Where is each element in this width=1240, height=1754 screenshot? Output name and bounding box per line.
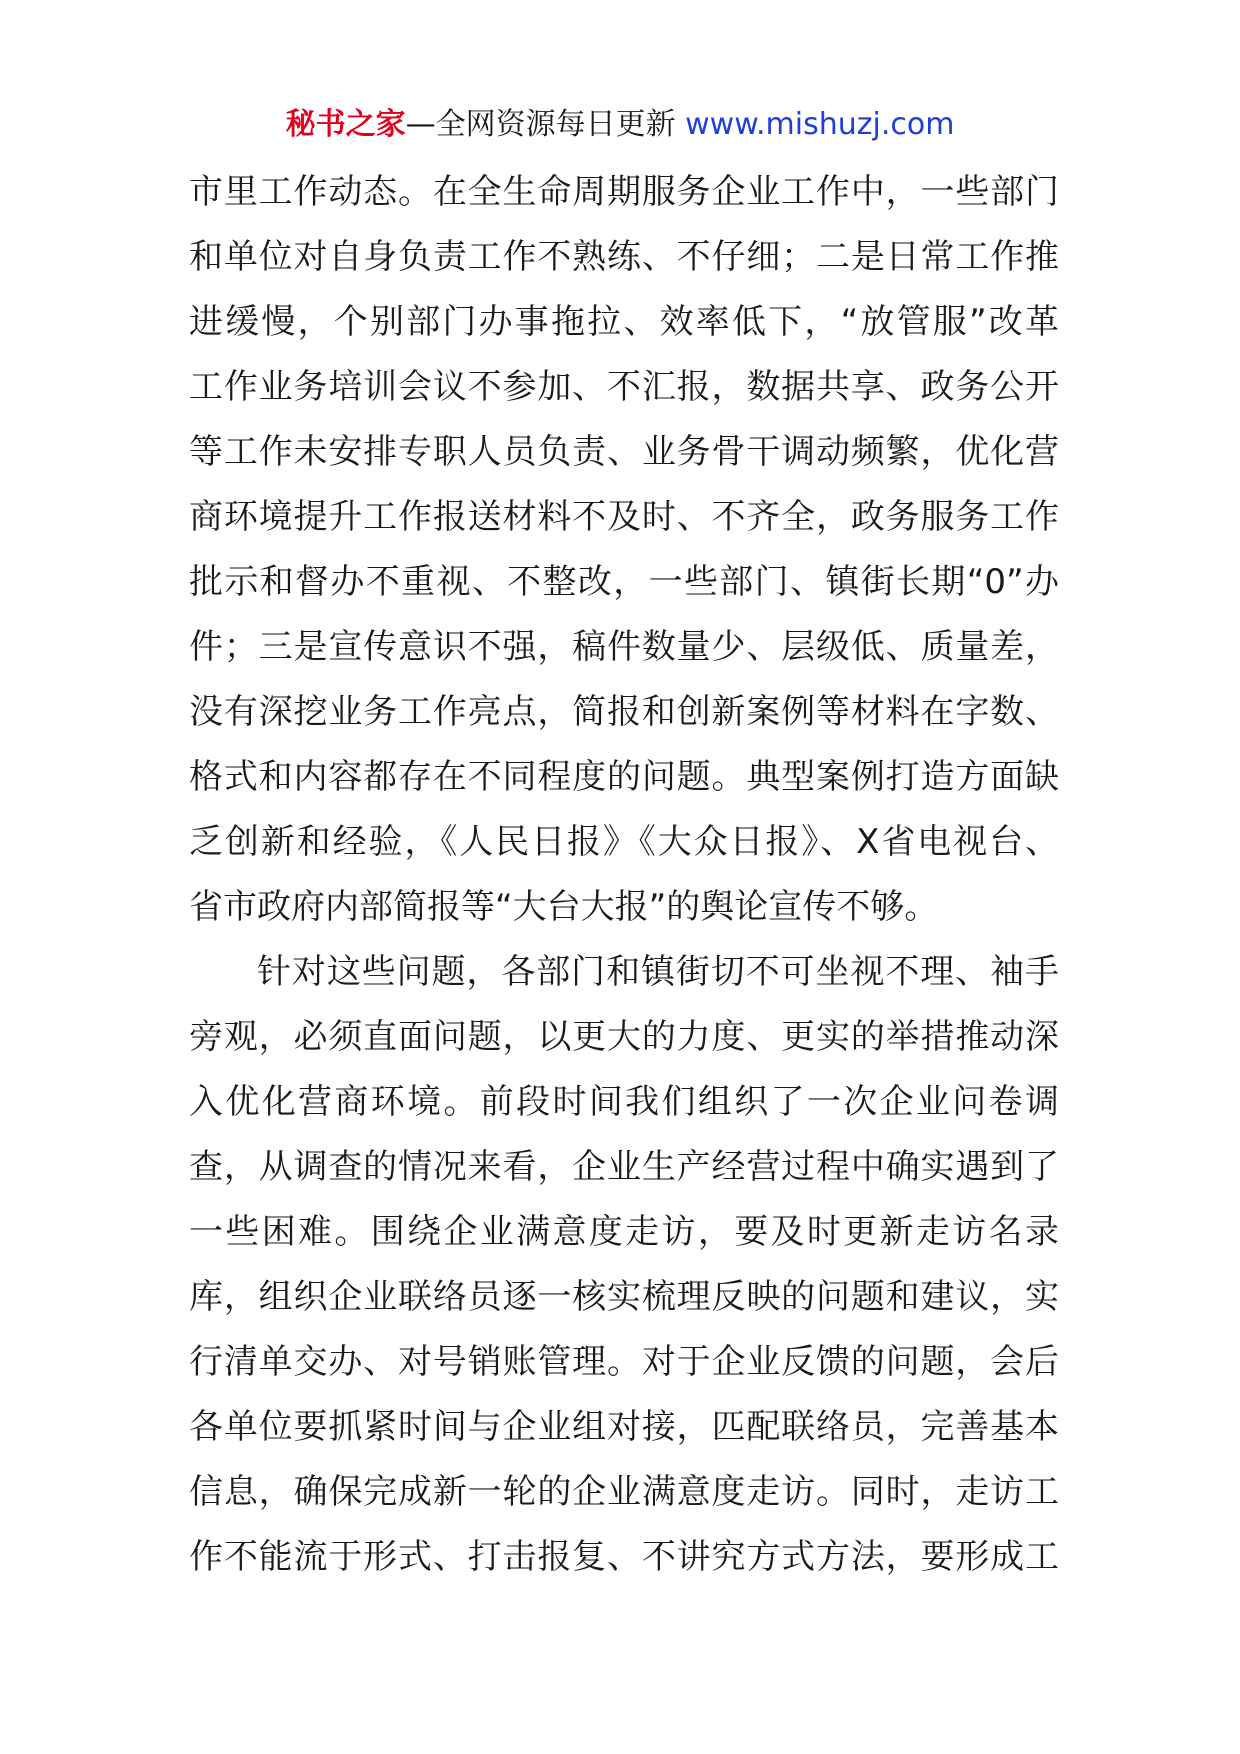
text-line: 一些困难。围绕企业满意度走访，要及时更新走访名录	[189, 1212, 1059, 1252]
text-line: 商环境提升工作报送材料不及时、不齐全，政务服务工作	[189, 497, 1059, 537]
text-line: 旁观，必须直面问题，以更大的力度、更实的举措推动深	[189, 1017, 1059, 1057]
text-line: 各单位要抓紧时间与企业组对接，匹配联络员，完善基本	[189, 1407, 1059, 1447]
document-body	[189, 160, 1059, 1590]
text-line: 进缓慢，个别部门办事拖拉、效率低下，“放管服”改革	[189, 302, 1059, 342]
header-tagline: —全网资源每日更新	[405, 107, 686, 142]
text-line: 等工作未安排专职人员负责、业务骨干调动频繁，优化营	[189, 432, 1059, 472]
paragraph-1	[189, 160, 1059, 940]
text-line: 市里工作动态。在全生命周期服务企业工作中，一些部门	[189, 172, 1059, 212]
text-line: 查，从调查的情况来看，企业生产经营过程中确实遇到了	[189, 1147, 1059, 1187]
text-line: 省市政府内部简报等“大台大报”的舆论宣传不够。	[189, 887, 939, 927]
header-brand: 秘书之家	[285, 107, 406, 142]
header-url-link[interactable]: www.mishuzj.com	[685, 107, 955, 142]
paragraph-2	[189, 940, 1059, 1590]
text-line: 库，组织企业联络员逐一核实梳理反映的问题和建议，实	[189, 1277, 1059, 1317]
text-line: 和单位对自身负责工作不熟练、不仔细；二是日常工作推	[189, 237, 1059, 277]
text-line: 件；三是宣传意识不强，稿件数量少、层级低、质量差，	[189, 627, 1059, 667]
text-line: 作不能流于形式、打击报复、不讲究方式方法，要形成工	[189, 1537, 1059, 1577]
page-header	[0, 103, 1240, 147]
text-line: 行清单交办、对号销账管理。对于企业反馈的问题，会后	[189, 1342, 1059, 1382]
text-line: 信息，确保完成新一轮的企业满意度走访。同时，走访工	[189, 1472, 1059, 1512]
text-line: 工作业务培训会议不参加、不汇报，数据共享、政务公开	[189, 367, 1059, 407]
text-line: 针对这些问题，各部门和镇街切不可坐视不理、袖手	[257, 952, 1059, 992]
text-line: 格式和内容都存在不同程度的问题。典型案例打造方面缺	[189, 757, 1059, 797]
text-line: 入优化营商环境。前段时间我们组织了一次企业问卷调	[189, 1082, 1059, 1122]
text-line: 没有深挖业务工作亮点，简报和创新案例等材料在字数、	[189, 692, 1059, 732]
text-line: 批示和督办不重视、不整改，一些部门、镇街长期“0”办	[189, 562, 1059, 602]
text-line: 乏创新和经验，《人民日报》《大众日报》、X省电视台、	[189, 822, 1059, 862]
